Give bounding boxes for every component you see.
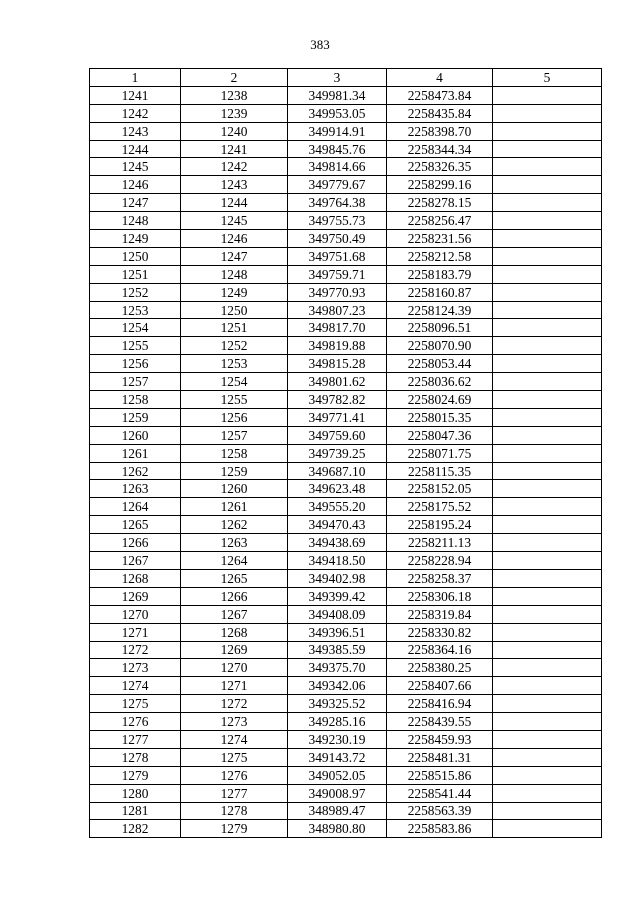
table-cell [493,265,602,283]
table-cell [493,426,602,444]
table-row [90,373,602,391]
table-row [90,480,602,498]
table-cell: 2258231.56 [387,230,493,248]
table-cell: 1254 [181,373,288,391]
table-cell: 1264 [181,552,288,570]
table-cell: 1241 [90,86,181,104]
table-row [90,283,602,301]
table-row [90,194,602,212]
table-cell: 1245 [181,212,288,230]
table-cell: 2258306.18 [387,587,493,605]
table-cell [493,391,602,409]
table-cell: 1253 [181,355,288,373]
table-cell: 1252 [181,337,288,355]
table-cell: 1267 [90,552,181,570]
table-row [90,748,602,766]
table-cell: 1272 [181,695,288,713]
table-cell: 2258278.15 [387,194,493,212]
table-row [90,408,602,426]
table-row [90,230,602,248]
table-cell: 1257 [90,373,181,391]
table-cell [493,677,602,695]
table-cell: 1244 [181,194,288,212]
table-cell [493,247,602,265]
table-cell: 1275 [90,695,181,713]
table-cell: 1254 [90,319,181,337]
table-cell: 2258515.86 [387,766,493,784]
table-cell: 1274 [181,730,288,748]
table-cell: 349751.68 [288,247,387,265]
table-cell: 349325.52 [288,695,387,713]
table-cell: 2258481.31 [387,748,493,766]
table-cell: 1260 [90,426,181,444]
table-cell: 1242 [90,104,181,122]
table-cell: 2258435.84 [387,104,493,122]
table-cell: 1249 [90,230,181,248]
table-row [90,569,602,587]
table-row [90,802,602,820]
table-cell [493,659,602,677]
table-row [90,641,602,659]
table-cell: 1259 [181,462,288,480]
table-row [90,104,602,122]
table-cell [493,480,602,498]
table-row [90,516,602,534]
table-row [90,176,602,194]
table-cell: 2258015.35 [387,408,493,426]
table-cell: 349438.69 [288,534,387,552]
table-cell: 2258047.36 [387,426,493,444]
table-cell: 1274 [90,677,181,695]
table-cell: 2258212.58 [387,247,493,265]
column-header: 4 [387,69,493,87]
table-cell: 1240 [181,122,288,140]
table-cell [493,498,602,516]
table-cell: 1281 [90,802,181,820]
table-header-row [90,69,602,87]
table-cell: 1247 [181,247,288,265]
table-cell: 349408.09 [288,605,387,623]
table-cell [493,569,602,587]
coordinates-table [89,68,602,838]
table-cell: 1253 [90,301,181,319]
table-row [90,659,602,677]
table-cell [493,766,602,784]
table-cell: 2258380.25 [387,659,493,677]
table-row [90,247,602,265]
table-row [90,86,602,104]
table-cell: 2258160.87 [387,283,493,301]
table-row [90,444,602,462]
table-cell: 1271 [181,677,288,695]
table-cell: 1269 [181,641,288,659]
table-cell: 2258364.16 [387,641,493,659]
table-cell [493,534,602,552]
table-row [90,534,602,552]
table-cell: 2258541.44 [387,784,493,802]
table-cell: 2258258.37 [387,569,493,587]
table-cell [493,802,602,820]
table-cell: 1273 [90,659,181,677]
table-cell: 349623.48 [288,480,387,498]
table-cell: 1279 [181,820,288,838]
table-row [90,695,602,713]
table-cell: 349819.88 [288,337,387,355]
table-cell: 2258053.44 [387,355,493,373]
table-cell: 1282 [90,820,181,838]
table-cell: 349739.25 [288,444,387,462]
table-cell: 349285.16 [288,713,387,731]
table-cell: 1251 [181,319,288,337]
table-cell: 1246 [181,230,288,248]
table-cell: 1270 [181,659,288,677]
table-cell: 2258096.51 [387,319,493,337]
table-cell: 1239 [181,104,288,122]
table-cell: 2258459.93 [387,730,493,748]
table-cell [493,158,602,176]
table-cell [493,713,602,731]
table-cell: 1267 [181,605,288,623]
table-cell: 1280 [90,784,181,802]
table-cell: 349771.41 [288,408,387,426]
table-cell: 1278 [90,748,181,766]
table-cell: 1247 [90,194,181,212]
table-cell [493,212,602,230]
table-row [90,391,602,409]
table-cell [493,695,602,713]
table-cell: 349375.70 [288,659,387,677]
table-cell [493,462,602,480]
table-cell: 2258299.16 [387,176,493,194]
table-cell: 1241 [181,140,288,158]
table-cell: 349230.19 [288,730,387,748]
table-cell: 2258563.39 [387,802,493,820]
table-cell: 1250 [90,247,181,265]
table-cell: 1277 [90,730,181,748]
table-cell: 1277 [181,784,288,802]
table-cell: 2258195.24 [387,516,493,534]
table-cell: 349052.05 [288,766,387,784]
table-cell: 349764.38 [288,194,387,212]
table-cell: 349399.42 [288,587,387,605]
table-row [90,552,602,570]
table-cell: 349755.73 [288,212,387,230]
table-cell: 2258152.05 [387,480,493,498]
table-cell: 1268 [181,623,288,641]
table-cell [493,230,602,248]
table-row [90,766,602,784]
table-cell: 1248 [90,212,181,230]
table-cell: 2258416.94 [387,695,493,713]
table-cell: 2258583.86 [387,820,493,838]
table-cell: 2258070.90 [387,337,493,355]
table-cell [493,516,602,534]
table-cell [493,283,602,301]
table-cell [493,623,602,641]
table-cell: 1261 [90,444,181,462]
table-cell: 1273 [181,713,288,731]
table-cell [493,104,602,122]
table-body [90,86,602,837]
table-cell: 349815.28 [288,355,387,373]
table-cell [493,176,602,194]
table-cell: 349143.72 [288,748,387,766]
table-cell: 2258330.82 [387,623,493,641]
table-cell: 1271 [90,623,181,641]
table-cell [493,373,602,391]
table-row [90,713,602,731]
table-cell: 1276 [90,713,181,731]
table-cell: 1258 [90,391,181,409]
table-cell: 1262 [90,462,181,480]
table-cell [493,337,602,355]
table-cell: 1266 [90,534,181,552]
table-cell: 349759.71 [288,265,387,283]
page-number: 383 [310,37,330,52]
table-cell: 1265 [90,516,181,534]
table-row [90,122,602,140]
table-row [90,784,602,802]
table-cell: 349342.06 [288,677,387,695]
table-cell: 1250 [181,301,288,319]
table-cell [493,355,602,373]
table-row [90,623,602,641]
table-cell: 2258326.35 [387,158,493,176]
table-cell: 1263 [90,480,181,498]
table-cell: 349981.34 [288,86,387,104]
table-cell [493,301,602,319]
table-cell: 2258344.34 [387,140,493,158]
table-cell: 1245 [90,158,181,176]
table-cell [493,641,602,659]
table-cell: 1243 [90,122,181,140]
table-cell: 2258407.66 [387,677,493,695]
table-cell: 1276 [181,766,288,784]
table-row [90,265,602,283]
table-row [90,140,602,158]
table-cell [493,820,602,838]
table-cell: 349555.20 [288,498,387,516]
table-cell: 2258398.70 [387,122,493,140]
table-cell: 349770.93 [288,283,387,301]
table-cell: 349402.98 [288,569,387,587]
table-cell: 1260 [181,480,288,498]
table-cell [493,86,602,104]
table-cell: 2258228.94 [387,552,493,570]
table-cell: 1279 [90,766,181,784]
table-cell [493,122,602,140]
table-cell: 1258 [181,444,288,462]
table-row [90,355,602,373]
table-cell [493,444,602,462]
table-cell: 349845.76 [288,140,387,158]
table-cell: 1269 [90,587,181,605]
table-cell: 1248 [181,265,288,283]
table-cell [493,319,602,337]
table-cell: 349814.66 [288,158,387,176]
table-cell: 349801.62 [288,373,387,391]
table-cell: 349759.60 [288,426,387,444]
column-header: 2 [181,69,288,87]
table-cell [493,784,602,802]
table-cell [493,552,602,570]
table-cell: 2258473.84 [387,86,493,104]
table-cell: 1268 [90,569,181,587]
table-cell: 349779.67 [288,176,387,194]
table-cell: 1261 [181,498,288,516]
table-cell: 349817.70 [288,319,387,337]
table-cell [493,140,602,158]
table-row [90,301,602,319]
table-cell: 1264 [90,498,181,516]
table-cell: 349914.91 [288,122,387,140]
table-cell: 1270 [90,605,181,623]
table-row [90,498,602,516]
table-cell: 1275 [181,748,288,766]
table-cell: 2258024.69 [387,391,493,409]
table-cell: 2258319.84 [387,605,493,623]
table-cell: 349807.23 [288,301,387,319]
table-cell [493,194,602,212]
table-cell: 2258175.52 [387,498,493,516]
table-cell: 1246 [90,176,181,194]
table-cell: 349953.05 [288,104,387,122]
table-row [90,677,602,695]
table-cell: 1262 [181,516,288,534]
table-cell: 1265 [181,569,288,587]
table-cell [493,587,602,605]
table-cell: 2258115.35 [387,462,493,480]
table-cell: 1242 [181,158,288,176]
table-row [90,426,602,444]
table-cell: 349470.43 [288,516,387,534]
table-cell [493,730,602,748]
table-cell: 1259 [90,408,181,426]
table-cell [493,748,602,766]
table-cell: 1256 [181,408,288,426]
table-row [90,605,602,623]
table-cell: 349750.49 [288,230,387,248]
table-cell: 349687.10 [288,462,387,480]
table-cell [493,408,602,426]
table-row [90,587,602,605]
table-cell: 1266 [181,587,288,605]
table-cell: 348980.80 [288,820,387,838]
table-cell: 1251 [90,265,181,283]
table-cell: 349782.82 [288,391,387,409]
table-cell: 2258124.39 [387,301,493,319]
table-cell [493,605,602,623]
table-cell: 1238 [181,86,288,104]
table-cell: 2258036.62 [387,373,493,391]
table-cell: 1256 [90,355,181,373]
table-cell: 2258071.75 [387,444,493,462]
table-cell: 1243 [181,176,288,194]
table-cell: 2258256.47 [387,212,493,230]
column-header: 3 [288,69,387,87]
table-cell: 2258183.79 [387,265,493,283]
table-cell: 349396.51 [288,623,387,641]
table-cell: 349385.59 [288,641,387,659]
table-row [90,730,602,748]
table-cell: 2258439.55 [387,713,493,731]
table-cell: 1272 [90,641,181,659]
table-cell: 1249 [181,283,288,301]
table-cell: 1255 [181,391,288,409]
table-row [90,820,602,838]
table-row [90,319,602,337]
column-header: 5 [493,69,602,87]
table-cell: 1257 [181,426,288,444]
table-cell: 1263 [181,534,288,552]
table-row [90,212,602,230]
table-cell: 1278 [181,802,288,820]
table-cell: 1255 [90,337,181,355]
table-cell: 2258211.13 [387,534,493,552]
table-cell: 1244 [90,140,181,158]
table-cell: 348989.47 [288,802,387,820]
table-cell: 349418.50 [288,552,387,570]
table-row [90,337,602,355]
table-cell: 349008.97 [288,784,387,802]
table-cell: 1252 [90,283,181,301]
table-row [90,462,602,480]
table-row [90,158,602,176]
column-header: 1 [90,69,181,87]
